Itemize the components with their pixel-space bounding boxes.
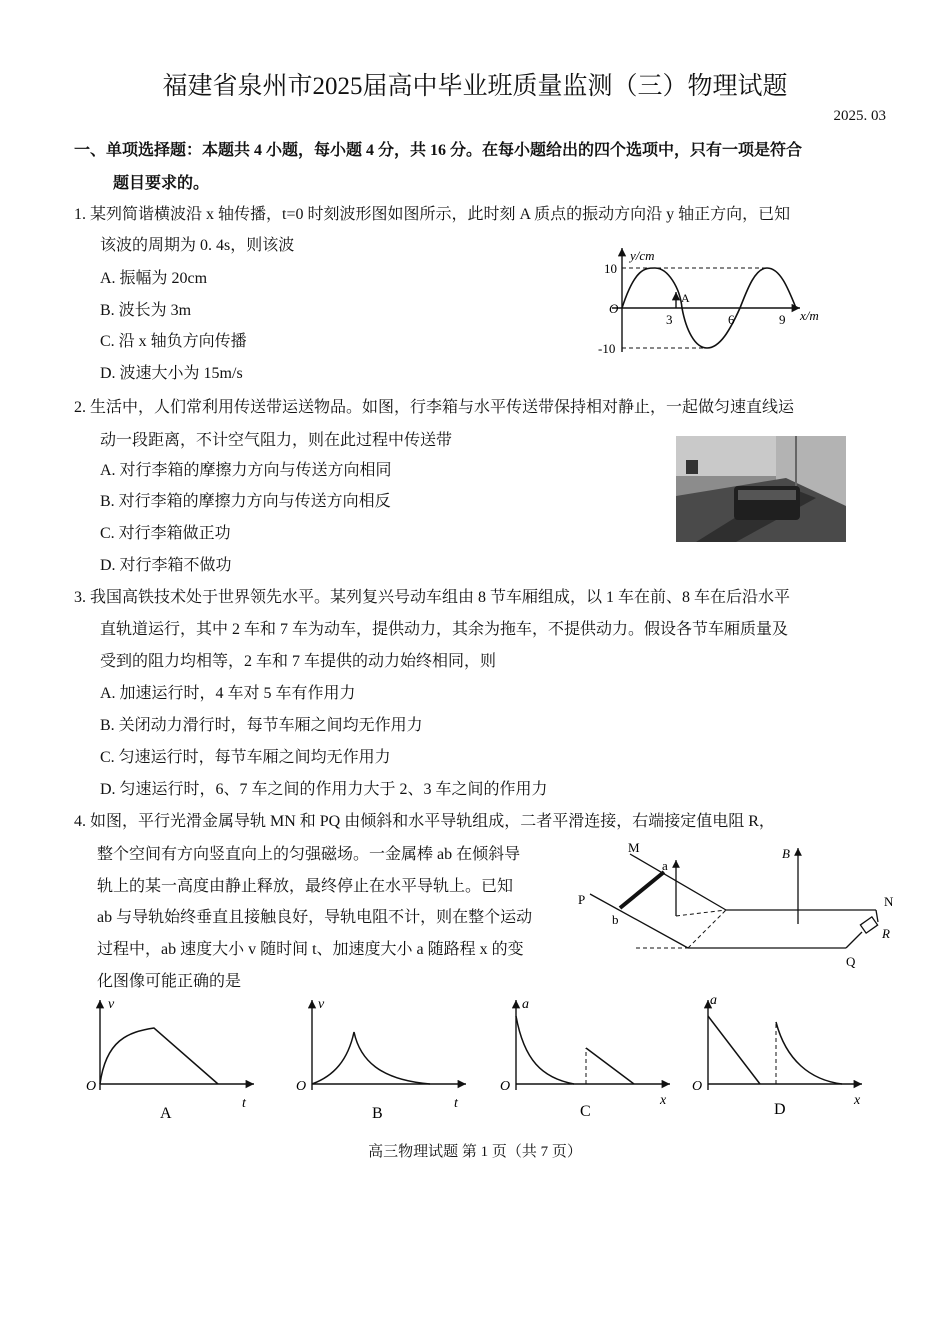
q2-option-d: D. 对行李箱不做功 xyxy=(100,557,232,574)
section-heading: 一、单项选择题：本题共 4 小题，每小题 4 分，共 16 分。在每小题给出的四个选项中，只有一项是符合 xyxy=(74,142,803,159)
y-tick-neg10: -10 xyxy=(598,341,616,356)
graph-c xyxy=(494,990,684,1130)
exam-date: 2025. 03 xyxy=(833,108,886,124)
q4-stem-line1: 4. 如图，平行光滑金属导轨 MN 和 PQ 由倾斜和水平导轨组成，二者平滑连接，右端接定值电阻 R， xyxy=(74,813,775,830)
label-q: Q xyxy=(846,954,856,969)
graph-d-y: a xyxy=(710,993,717,1008)
graph-a-origin: O xyxy=(86,1079,97,1094)
y-tick-10: 10 xyxy=(604,261,617,276)
label-r: R xyxy=(882,926,890,941)
base-dash xyxy=(676,910,726,916)
q3-stem-line1: 3. 我国高铁技术处于世界领先水平。某列复兴号动车组由 8 节车厢组成，以 1 车在前、8 车在后沿水平 xyxy=(74,589,791,606)
graph-a-x: t xyxy=(242,1096,246,1111)
origin-label: O xyxy=(609,301,619,316)
conveyor-photo xyxy=(676,436,846,542)
page-title: 福建省泉州市2025届高中毕业班质量监测（三）物理试题 xyxy=(162,73,788,100)
q1-option-d: D. 波速大小为 15m/s xyxy=(100,365,243,382)
graph-d-line-1 xyxy=(708,1016,760,1084)
rail-pq-incline xyxy=(590,894,688,948)
graph-c-curve-1 xyxy=(516,1016,574,1084)
graph-d-name: D xyxy=(774,1101,786,1118)
q3-option-c: C. 匀速运行时，每节车厢之间均无作用力 xyxy=(100,749,391,766)
q1-option-b: B. 波长为 3m xyxy=(100,302,192,319)
label-m: M xyxy=(628,840,640,855)
q3-option-a: A. 加速运行时，4 车对 5 车有作用力 xyxy=(100,685,356,702)
resistor-r xyxy=(860,917,877,933)
graph-c-y: a xyxy=(522,997,529,1012)
page-footer: 高三物理试题 第 1 页（共 7 页） xyxy=(368,1144,582,1160)
graph-d-origin: O xyxy=(692,1079,703,1094)
q2-option-a: A. 对行李箱的摩擦力方向与传送方向相同 xyxy=(100,462,392,479)
x-tick-9: 9 xyxy=(779,312,786,327)
graph-a-name: A xyxy=(160,1105,172,1122)
graph-b-curve xyxy=(312,1032,430,1084)
graph-b-x: t xyxy=(454,1096,458,1111)
x-tick-6: 6 xyxy=(728,312,735,327)
graph-c-origin: O xyxy=(500,1079,511,1094)
x-tick-3: 3 xyxy=(666,312,673,327)
q2-stem-line2: 动一段距离，不计空气阻力，则在此过程中传送带 xyxy=(100,432,453,449)
point-a-label: A xyxy=(681,291,690,305)
q4-stem-line5: 过程中，ab 速度大小 v 随时间 t、加速度大小 a 随路程 x 的变 xyxy=(97,941,524,958)
q3-option-b: B. 关闭动力滑行时，每节车厢之间均无作用力 xyxy=(100,717,423,734)
q2-option-b: B. 对行李箱的摩擦力方向与传送方向相反 xyxy=(100,493,391,510)
graph-b-name: B xyxy=(372,1105,383,1122)
metal-rod-ab xyxy=(620,872,664,908)
graph-d xyxy=(686,990,876,1130)
q3-option-d: D. 匀速运行时，6、7 车之间的作用力大于 2、3 车之间的作用力 xyxy=(100,781,548,798)
x-axis-label: x/m xyxy=(800,308,819,323)
label-a: a xyxy=(662,858,668,873)
graph-b xyxy=(290,990,480,1130)
graph-a-y: v xyxy=(108,997,115,1012)
graph-c-line-2 xyxy=(586,1048,634,1084)
q3-stem-line2: 直轨道运行，其中 2 车和 7 车为动车，提供动力，其余为拖车，不提供动力。假设各节车厢质量及 xyxy=(100,621,789,638)
y-axis-label: y/cm xyxy=(630,248,655,263)
q1-option-c: C. 沿 x 轴负方向传播 xyxy=(100,333,247,350)
graph-a-curve xyxy=(100,1028,218,1084)
q1-stem-line2: 该波的周期为 0. 4s，则该波 xyxy=(100,237,295,254)
graph-c-name: C xyxy=(580,1103,591,1120)
graph-c-x: x xyxy=(660,1093,667,1108)
graph-d-x: x xyxy=(854,1093,861,1108)
wave-figure xyxy=(590,240,830,360)
q4-stem-line6: 化图像可能正确的是 xyxy=(97,973,242,990)
graph-b-origin: O xyxy=(296,1079,307,1094)
label-b-field: B xyxy=(782,846,790,861)
q2-option-c: C. 对行李箱做正功 xyxy=(100,525,231,542)
q4-stem-line4: ab 与导轨始终垂直且接触良好，导轨电阻不计，则在整个运动 xyxy=(97,909,533,926)
graph-d-curve-2 xyxy=(776,1022,842,1084)
section-heading-cont: 题目要求的。 xyxy=(113,175,210,192)
label-n: N xyxy=(884,894,894,909)
q2-stem-line1: 2. 生活中，人们常利用传送带运送物品。如图，行李箱与水平传送带保持相对静止，一起做匀速直线运 xyxy=(74,399,795,416)
q4-stem-line2: 整个空间有方向竖直向上的匀强磁场。一金属棒 ab 在倾斜导 xyxy=(97,846,521,863)
label-b: b xyxy=(612,912,619,927)
rail-mn-incline xyxy=(630,854,726,910)
rail-figure xyxy=(576,836,906,976)
q1-stem-line1: 1. 某列简谐横波沿 x 轴传播，t=0 时刻波形图如图所示，此时刻 A 质点的振动方向沿 y 轴正方向，已知 xyxy=(74,206,791,223)
q3-stem-line3: 受到的阻力均相等，2 车和 7 车提供的动力始终相同，则 xyxy=(100,653,497,670)
q4-stem-line3: 轨上的某一高度由静止释放，最终停止在水平导轨上。已知 xyxy=(97,878,514,895)
graph-a xyxy=(78,990,268,1130)
q1-option-a: A. 振幅为 20cm xyxy=(100,270,208,287)
graph-b-y: v xyxy=(318,997,325,1012)
junction-dash xyxy=(688,910,726,948)
label-p: P xyxy=(578,892,586,907)
